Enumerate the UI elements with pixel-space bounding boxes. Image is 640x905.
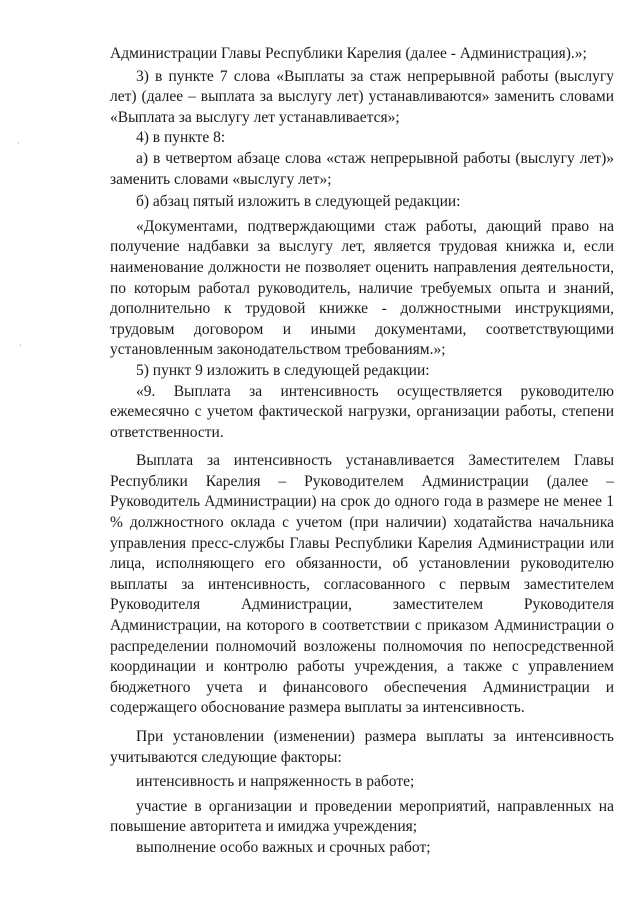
paragraph-point-9: «9. Выплата за интенсивность осуществляется руководителю ежемесячно с учетом фактической нагрузки, организации работы, степени ответственности. [110,382,614,441]
paragraph-item-4b: б) абзац пятый изложить в следующей редакции: [136,193,461,211]
paragraph-item-5: 5) пункт 9 изложить в следующей редакции: [136,361,430,379]
paragraph-item-4a: а) в четвертом абзаце слова «стаж непрерывной работы (выслугу лет)» заменить словами «выслугу лет»; [110,149,614,188]
list-item-factor: выполнение особо важных и срочных работ; [136,838,431,856]
paragraph-continuation: Администрации Главы Республики Карелия (далее - Администрация).»; [110,45,587,62]
paragraph-quote-documents: «Документами, подтверждающими стаж работы, дающий право на получение надбавки за выслугу лет, является трудовая книжка и, если наименование должности не позволяет оценить направления деятельности, по которым работал руководитель, наличие требуемых опыта и знаний, дополнительно к трудовой книжке - должностными инструкциями, трудовым договором и иными документами, соответствующими установленным законодательством требованиям.»; [110,217,614,359]
paragraph-item-3: 3) в пункте 7 слова «Выплаты за стаж непрерывной работы (выслугу лет) (далее – выплата за выслугу лет) устанавливаются» заменить словами «Выплата за выслугу лет устанавливается»; [110,67,614,126]
paragraph-intensity-payment: Выплата за интенсивность устанавливается Заместителем Главы Республики Карелия – Руководителем Администрации (далее – Руководитель Администрации) на срок до одного года в размере не менее 1 % должностного оклада с учетом (при наличии) ходатайства начальника управления пресс-службы Главы Республики Карелия Администрации или лица, исполняющего его обязанности, об установлении руководителю выплаты за интенсивность, согласованного с первым заместителем Руководителя Администрации, заместителем Руководителя Администрации, на которого в соответствии с приказом Администрации о распределении полномочий возложены полномочия по непосредственной координации и контролю работы учреждения, а также с управлением бюджетного учета и финансового обеспечения Администрации и содержащего обоснование размера выплаты за интенсивность. [110,452,614,717]
paragraph-item-4: 4) в пункте 8: [136,129,226,147]
paragraph-factors: При установлении (изменении) размера выплаты за интенсивность учитываются следующие факторы: [110,728,614,766]
list-item-factor: интенсивность и напряженность в работе; [136,773,415,791]
list-item-factor: участие в организации и проведении мероприятий, направленных на повышение авторитета и имиджа учреждения; [110,797,614,836]
scan-artifact [20,344,21,346]
document-body [110,44,614,859]
scan-artifact [18,142,19,144]
